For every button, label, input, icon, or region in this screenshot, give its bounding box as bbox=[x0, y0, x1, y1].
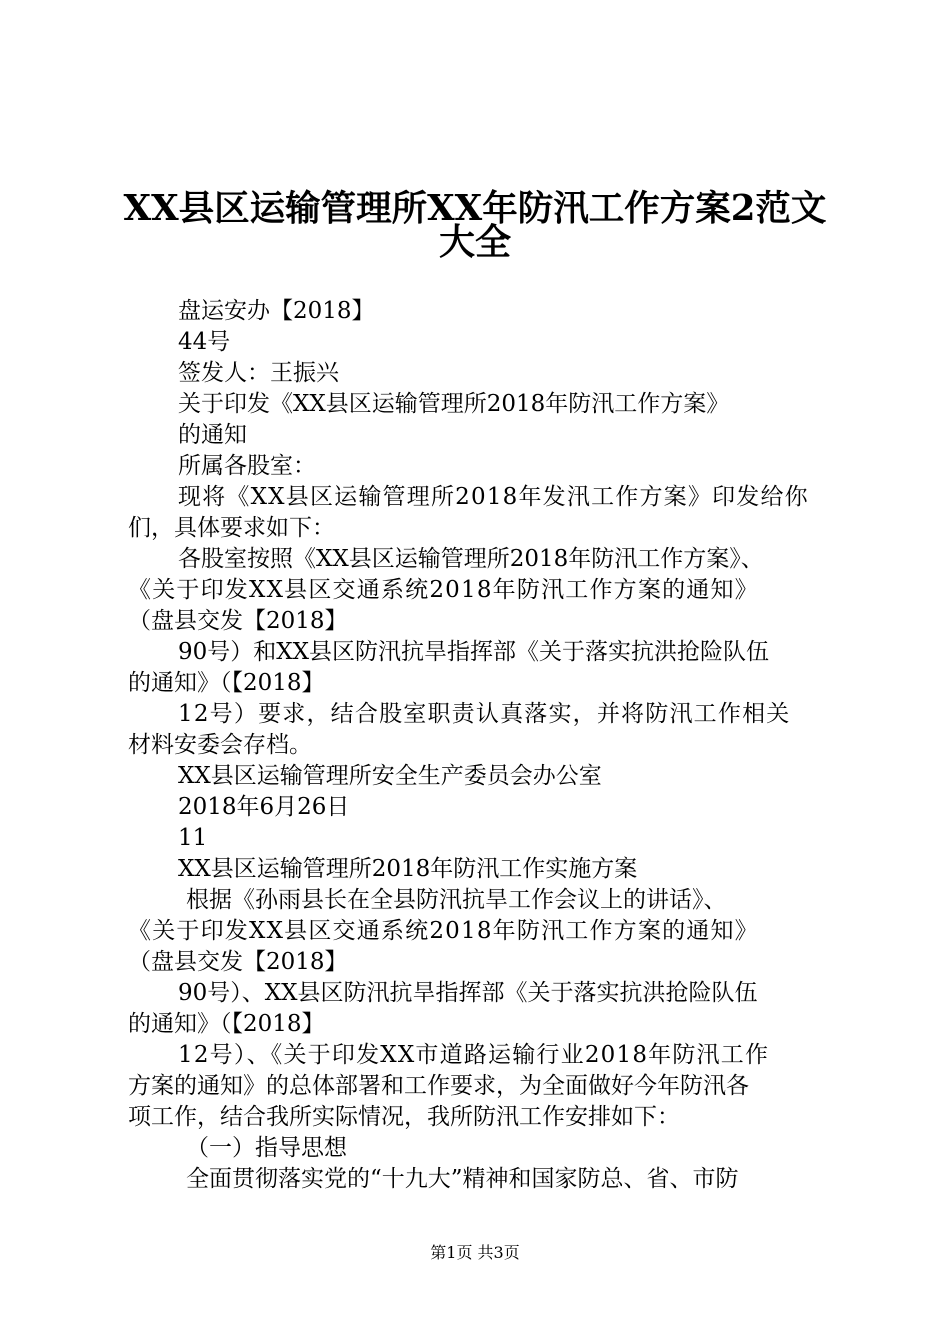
paragraph-line: 根据《孙雨县长在全县防汛抗旱工作会议上的讲话》、 bbox=[186, 887, 727, 913]
paragraph-line: 项工作，结合我所实际情况，我所防汛工作安排如下： bbox=[128, 1104, 680, 1130]
paragraph-line: 方案的通知》的总体部署和工作要求，为全面做好今年防汛各 bbox=[128, 1073, 749, 1099]
paragraph-line: 全面贯彻落实党的“十九大”精神和国家防总、省、市防 bbox=[186, 1166, 739, 1192]
section-heading-line: XX县区运输管理所2018年防汛工作实施方案 bbox=[178, 856, 638, 882]
document-title-line-1: XX县区运输管理所XX年防汛工作方案2范文 bbox=[123, 188, 827, 229]
paragraph-line: 各股室按照《XX县区运输管理所2018年防汛工作方案》、 bbox=[178, 546, 764, 572]
page-footer: 第1页 共3页 bbox=[430, 1243, 520, 1262]
doc-number-line: 盘运安办【2018】 bbox=[178, 298, 375, 324]
subsection-heading-line: （一）指导思想 bbox=[186, 1135, 347, 1161]
paragraph-line: （盘县交发【2018】 bbox=[128, 608, 348, 634]
paragraph-line: 现将《XX县区运输管理所2018年发汛工作方案》印发给你 bbox=[178, 484, 809, 510]
notice-subject-line: 的通知 bbox=[178, 422, 247, 448]
paragraph-line: 12号）、《关于印发XX市道路运输行业2018年防汛工作 bbox=[178, 1042, 770, 1068]
paragraph-line: 《关于印发XX县区交通系统2018年防汛工作方案的通知》 bbox=[128, 918, 759, 944]
paragraph-line: 们，具体要求如下： bbox=[128, 515, 335, 541]
doc-number-suffix: 44号 bbox=[178, 329, 231, 355]
paragraph-line: 的通知》（【2018】 bbox=[128, 670, 325, 696]
addressee-line: 所属各股室： bbox=[178, 453, 316, 479]
paragraph-line: 90号）、XX县区防汛抗旱指挥部《关于落实抗洪抢险队伍 bbox=[178, 980, 758, 1006]
paragraph-line: 《关于印发XX县区交通系统2018年防汛工作方案的通知》 bbox=[128, 577, 759, 603]
document-title-line-2: 大全 bbox=[438, 221, 511, 263]
notice-subject-line: 关于印发《XX县区运输管理所2018年防汛工作方案》 bbox=[178, 391, 730, 417]
signature-date-line: 2018年6月26日 bbox=[178, 794, 350, 820]
paragraph-line: 的通知》（【2018】 bbox=[128, 1011, 325, 1037]
paragraph-line: 材料安委会存档。 bbox=[128, 732, 312, 758]
paragraph-line: （盘县交发【2018】 bbox=[128, 949, 348, 975]
issuer-line: 签发人：王振兴 bbox=[178, 360, 339, 386]
page-marker-line: 11 bbox=[178, 825, 208, 851]
paragraph-line: 12号）要求，结合股室职责认真落实，并将防汛工作相关 bbox=[178, 701, 791, 727]
paragraph-line: 90号）和XX县区防汛抗旱指挥部《关于落实抗洪抢险队伍 bbox=[178, 639, 770, 665]
document-body bbox=[128, 296, 833, 1195]
signature-office-line: XX县区运输管理所安全生产委员会办公室 bbox=[178, 763, 602, 789]
